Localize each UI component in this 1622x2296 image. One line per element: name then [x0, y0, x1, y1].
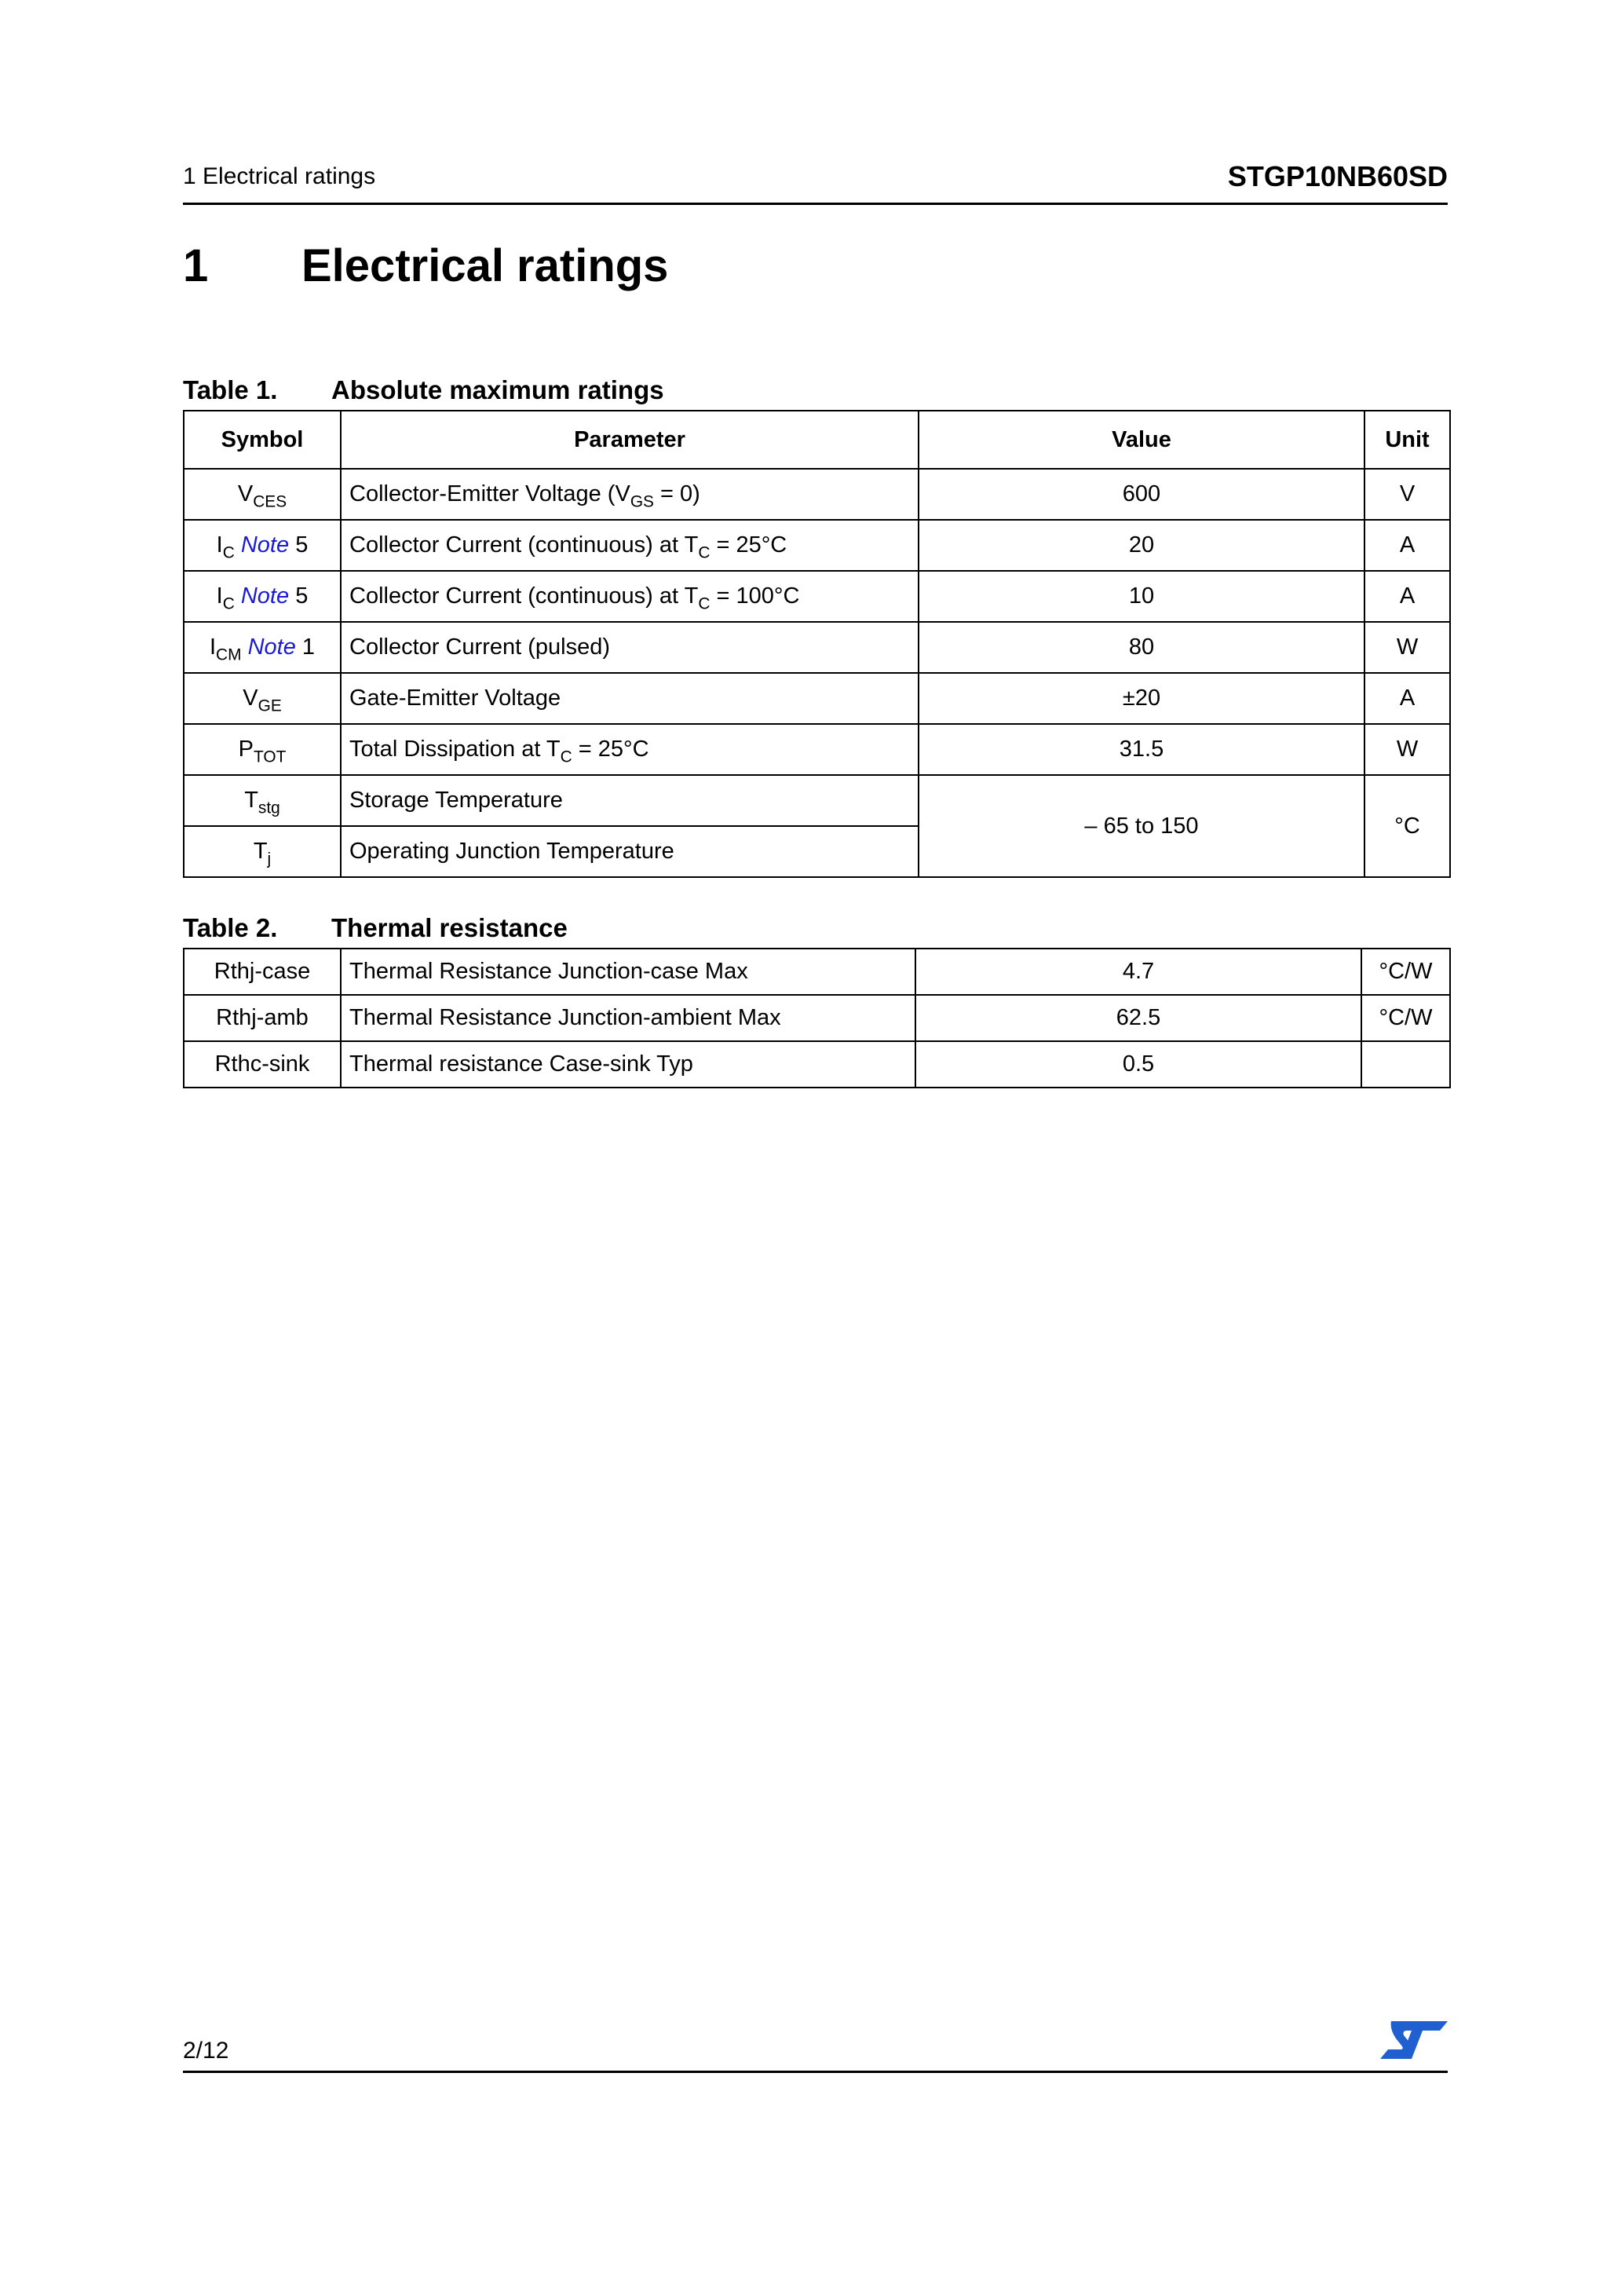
- parameter-cell: Thermal Resistance Junction-case Max: [341, 949, 915, 995]
- parameter-cell: Collector Current (continuous) at $T_C = 100^\circ C$: [341, 571, 919, 622]
- absolute-maximum-ratings-table: [183, 410, 1451, 878]
- header-symbol: Symbol: [184, 411, 341, 469]
- value-cell: 10: [919, 571, 1364, 622]
- table-row: [184, 995, 1450, 1041]
- value-cell: 80: [919, 622, 1364, 673]
- parameter-cell: Storage Temperature: [341, 775, 919, 826]
- symbol-cell: $T_{stg}$: [184, 775, 341, 826]
- table-row: [184, 571, 1450, 622]
- section-number: 1: [183, 240, 209, 291]
- footer-rule: [183, 2071, 1448, 2073]
- parameter-cell: Operating Junction Temperature: [341, 826, 919, 877]
- value-cell: ±20: [919, 673, 1364, 724]
- table2-label: Table 2.: [183, 913, 278, 942]
- unit-cell: °C/W: [1361, 949, 1450, 995]
- table2-caption: [183, 913, 568, 943]
- table2-title: Thermal resistance: [331, 913, 568, 942]
- table-row: [184, 622, 1450, 673]
- symbol-cell: $V_{GE}$: [184, 673, 341, 724]
- parameter-cell: Collector Current (pulsed): [341, 622, 919, 673]
- table-row: [184, 775, 1450, 826]
- symbol-cell: Rthj-case: [184, 949, 341, 995]
- parameter-cell: Thermal resistance Case-sink Typ: [341, 1041, 915, 1088]
- value-cell: 0.5: [915, 1041, 1361, 1088]
- table-row: [184, 520, 1450, 571]
- section-title: Electrical ratings: [301, 240, 669, 291]
- symbol-cell: $I_C$ Note 5: [184, 520, 341, 571]
- unit-cell: A: [1364, 673, 1450, 724]
- table-row: [184, 949, 1450, 995]
- symbol-cell: $P_{TOT}$: [184, 724, 341, 775]
- note-link[interactable]: Note: [247, 634, 296, 660]
- header-rule: [183, 203, 1448, 205]
- value-cell: – 65 to 150: [919, 775, 1364, 877]
- table-row: [184, 469, 1450, 520]
- running-header-part-number: STGP10NB60SD: [1227, 160, 1448, 192]
- thermal-resistance-table: [183, 948, 1451, 1088]
- note-link[interactable]: Note: [240, 532, 290, 558]
- symbol-cell: Rthc-sink: [184, 1041, 341, 1088]
- parameter-cell: Collector-Emitter Voltage $(V_{GS} = 0)$: [341, 469, 919, 520]
- value-cell: 4.7: [915, 949, 1361, 995]
- table1-caption: [183, 375, 664, 405]
- note-link[interactable]: Note: [240, 583, 290, 609]
- parameter-cell: Total Dissipation at $T_C = 25^\circ C$: [341, 724, 919, 775]
- page-number: 2/12: [183, 2038, 229, 2064]
- table-row: [184, 673, 1450, 724]
- header-parameter: Parameter: [341, 411, 919, 469]
- table-row: [184, 1041, 1450, 1088]
- value-cell: 31.5: [919, 724, 1364, 775]
- table1-title: Absolute maximum ratings: [331, 375, 664, 404]
- unit-cell: V: [1364, 469, 1450, 520]
- value-cell: 20: [919, 520, 1364, 571]
- table-header-row: [184, 411, 1450, 469]
- unit-cell: °C/W: [1361, 995, 1450, 1041]
- unit-cell: W: [1364, 622, 1450, 673]
- st-logo-icon: [1380, 2020, 1448, 2060]
- header-unit: Unit: [1364, 411, 1450, 469]
- header-value: Value: [919, 411, 1364, 469]
- unit-cell: W: [1364, 724, 1450, 775]
- parameter-cell: Thermal Resistance Junction-ambient Max: [341, 995, 915, 1041]
- unit-cell: [1361, 1041, 1450, 1088]
- symbol-cell: $V_{CES}$: [184, 469, 341, 520]
- symbol-cell: $I_C$ Note 5: [184, 571, 341, 622]
- symbol-cell: $T_j$: [184, 826, 341, 877]
- table-row: [184, 724, 1450, 775]
- table1-label: Table 1.: [183, 375, 278, 404]
- unit-cell: °C: [1364, 775, 1450, 877]
- value-cell: 600: [919, 469, 1364, 520]
- parameter-cell: Collector Current (continuous) at $T_C = 25^\circ C$: [341, 520, 919, 571]
- unit-cell: A: [1364, 571, 1450, 622]
- unit-cell: A: [1364, 520, 1450, 571]
- value-cell: 62.5: [915, 995, 1361, 1041]
- symbol-cell: $I_{CM}$ Note 1: [184, 622, 341, 673]
- symbol-cell: Rthj-amb: [184, 995, 341, 1041]
- running-header-section: 1 Electrical ratings: [183, 163, 376, 189]
- parameter-cell: Gate-Emitter Voltage: [341, 673, 919, 724]
